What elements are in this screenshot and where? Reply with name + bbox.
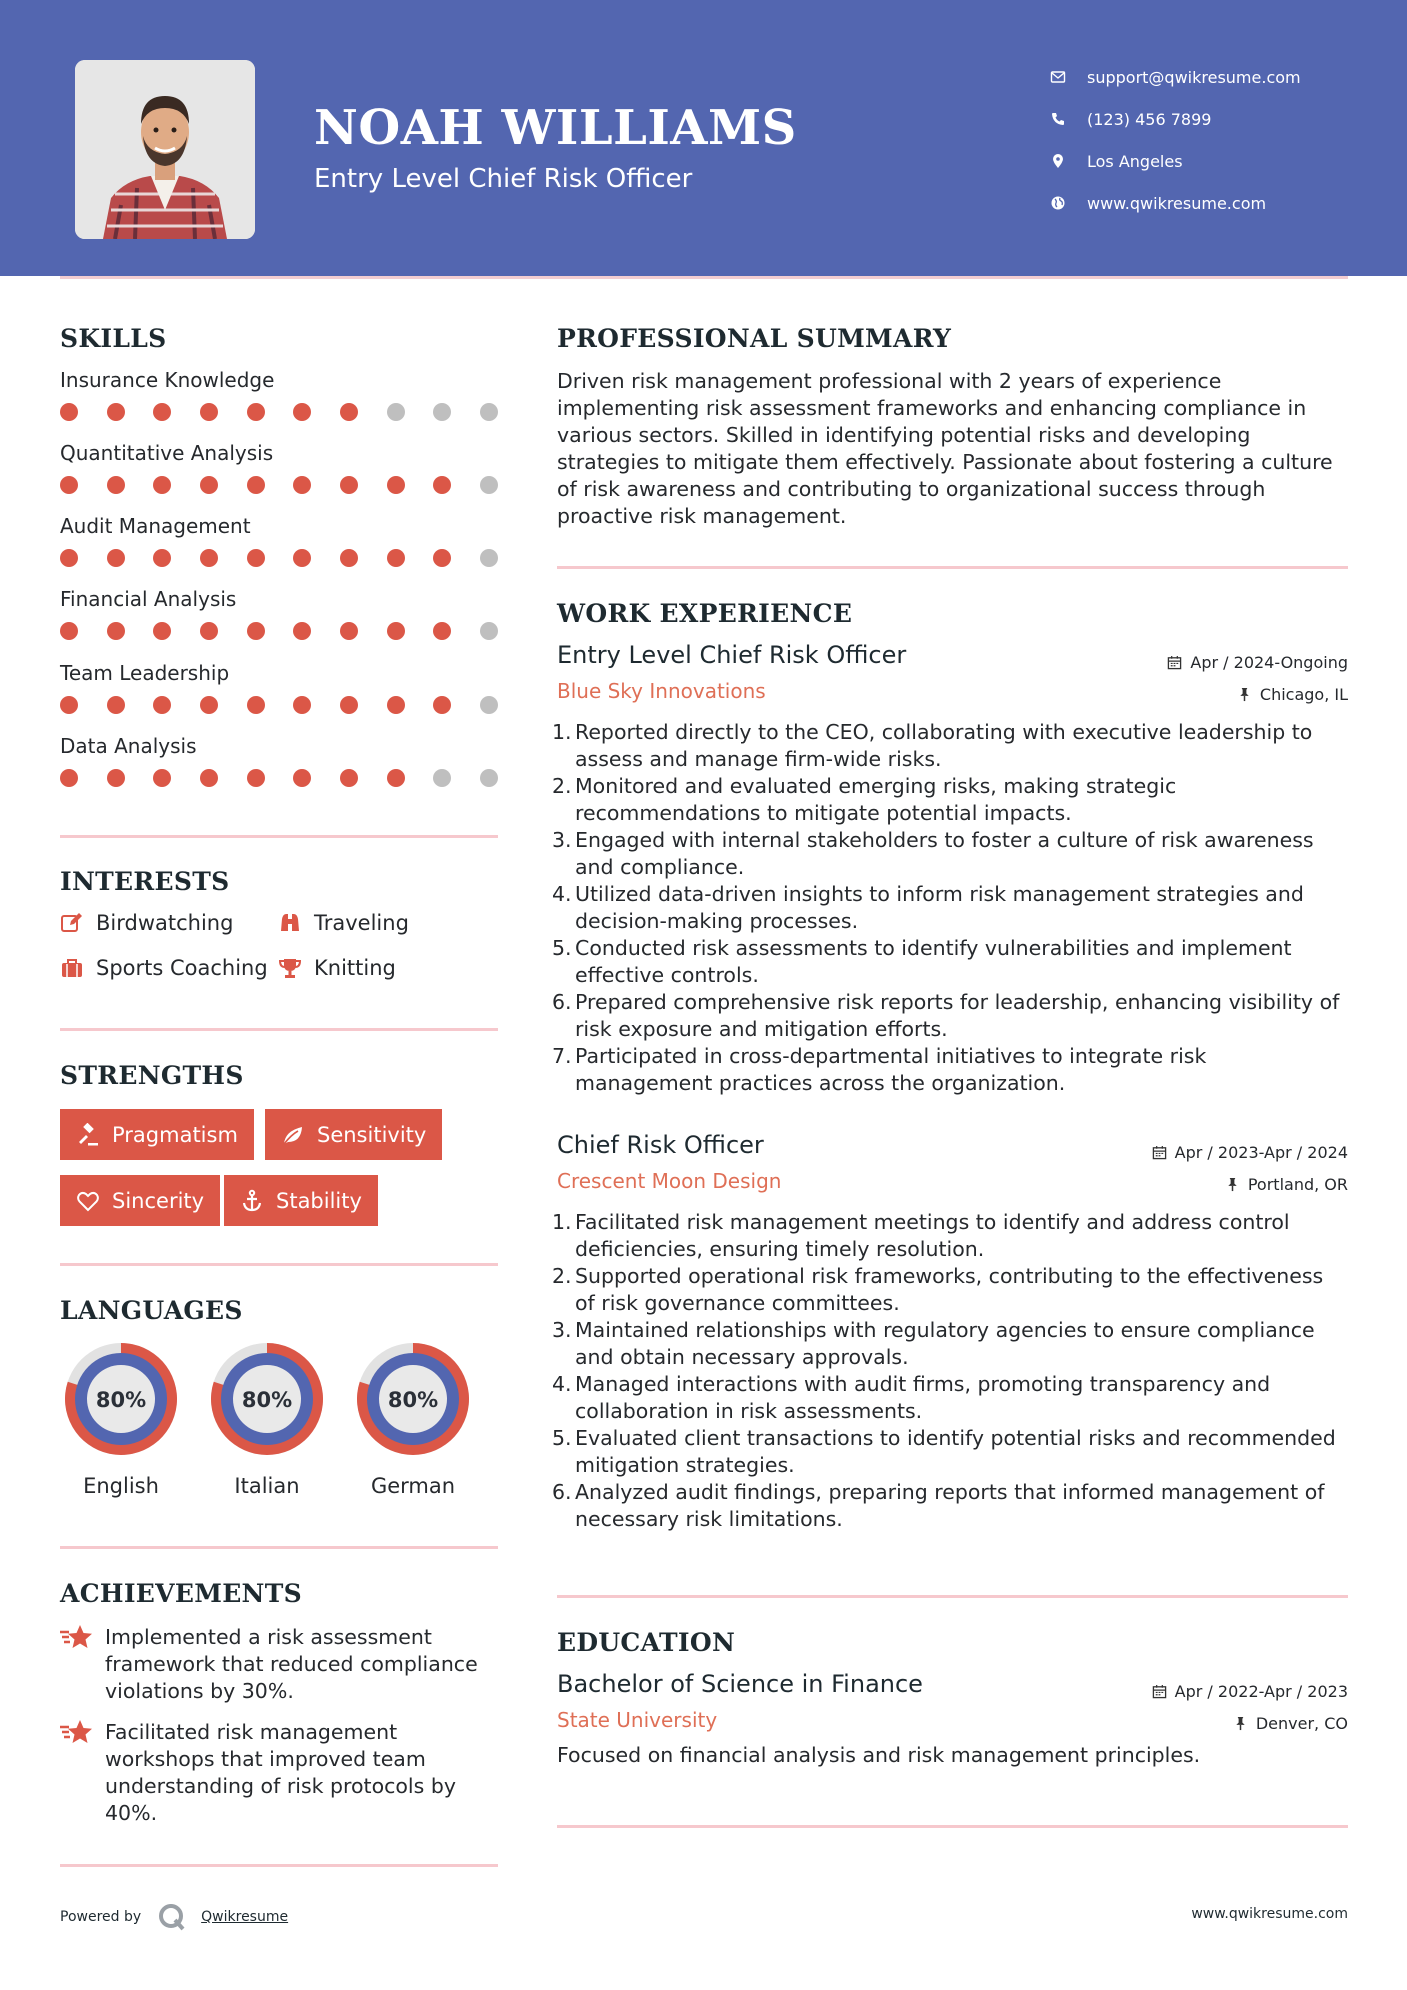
rating-dot-empty bbox=[480, 696, 498, 714]
job-point: 4. Utilized data-driven insights to inform risk management strategies and decision-making processes. bbox=[552, 882, 1304, 933]
rating-dot-filled bbox=[200, 696, 218, 714]
skill-item bbox=[60, 441, 498, 494]
skill-rating bbox=[60, 476, 498, 494]
leaf-icon bbox=[281, 1123, 305, 1147]
contact-location-text: Los Angeles bbox=[1087, 151, 1183, 171]
rating-dot-filled bbox=[200, 403, 218, 421]
company-name: Crescent Moon Design bbox=[557, 1169, 782, 1193]
job-title: Chief Risk Officer bbox=[557, 1131, 764, 1159]
rating-dot-filled bbox=[107, 549, 125, 567]
rating-dot-empty bbox=[480, 476, 498, 494]
job-title: Entry Level Chief Risk Officer bbox=[557, 641, 907, 669]
job-location-text: Portland, OR bbox=[1247, 1175, 1348, 1194]
envelope-icon bbox=[1050, 69, 1087, 85]
section-divider bbox=[60, 1546, 498, 1549]
binoculars-icon bbox=[278, 911, 302, 935]
job-point: 2. Monitored and evaluated emerging risks, making strategic recommendations to mitigate potential impacts. bbox=[552, 774, 1177, 825]
job-points bbox=[552, 719, 1348, 1097]
skill-rating bbox=[60, 696, 498, 714]
interest-item bbox=[278, 956, 396, 980]
section-divider bbox=[557, 1825, 1348, 1828]
job-point: 1. Reported directly to the CEO, collaborating with executive leadership to assess and manage firm-wide risks. bbox=[552, 720, 1313, 771]
skill-name: Financial Analysis bbox=[60, 587, 237, 611]
contact-location bbox=[1050, 140, 1395, 182]
rating-dot-filled bbox=[387, 696, 405, 714]
rating-dot-filled bbox=[153, 549, 171, 567]
language-name: Italian bbox=[234, 1474, 300, 1498]
rating-dot-empty bbox=[433, 403, 451, 421]
contact-website[interactable] bbox=[1050, 182, 1395, 224]
rating-dot-filled bbox=[387, 622, 405, 640]
pushpin-icon bbox=[1225, 1177, 1240, 1192]
rating-dot-filled bbox=[107, 476, 125, 494]
rating-dot-filled bbox=[200, 622, 218, 640]
rating-dot-filled bbox=[387, 476, 405, 494]
skill-item bbox=[60, 587, 498, 640]
rating-dot-filled bbox=[60, 769, 78, 787]
rating-dot-filled bbox=[60, 476, 78, 494]
interest-item bbox=[60, 911, 233, 935]
school-name: State University bbox=[557, 1708, 718, 1732]
rating-dot-filled bbox=[340, 622, 358, 640]
section-divider bbox=[60, 1864, 498, 1867]
job-point: 3. Engaged with internal stakeholders to foster a culture of risk awareness and compliance. bbox=[552, 828, 1314, 879]
job-point: 1. Facilitated risk management meetings to identify and address control deficiencies, ensuring timely resolution. bbox=[552, 1210, 1290, 1261]
language-item bbox=[60, 1338, 182, 1498]
language-name: English bbox=[83, 1474, 159, 1498]
language-item bbox=[206, 1338, 328, 1498]
job-point: 6. Analyzed audit findings, preparing reports that informed management of necessary risk limitations. bbox=[552, 1480, 1325, 1531]
rating-dot-filled bbox=[433, 622, 451, 640]
calendar-icon bbox=[1152, 1684, 1167, 1699]
job-date-text: Apr / 2024-Ongoing bbox=[1190, 653, 1348, 672]
rating-dot-filled bbox=[340, 696, 358, 714]
heart-icon bbox=[76, 1189, 100, 1213]
skill-name: Insurance Knowledge bbox=[60, 368, 275, 392]
rating-dot-filled bbox=[60, 549, 78, 567]
rating-dot-filled bbox=[340, 476, 358, 494]
strength-tag bbox=[265, 1109, 442, 1160]
profile-photo bbox=[75, 60, 255, 239]
rating-dot-filled bbox=[107, 769, 125, 787]
education-description: Focused on financial analysis and risk management principles. bbox=[557, 1743, 1201, 1767]
powered-by-label: Powered by bbox=[60, 1909, 142, 1925]
interest-label: Knitting bbox=[314, 956, 396, 980]
gavel-icon bbox=[76, 1123, 100, 1147]
job-location bbox=[1225, 1175, 1348, 1194]
language-percent: 80% bbox=[241, 1388, 293, 1412]
job-point: 3. Maintained relationships with regulatory agencies to ensure compliance and obtain necessary approvals. bbox=[552, 1318, 1315, 1369]
footer-website[interactable]: www.qwikresume.com bbox=[1191, 1906, 1348, 1922]
education-date bbox=[1152, 1682, 1348, 1701]
rating-dot-filled bbox=[247, 696, 265, 714]
rating-dot-filled bbox=[247, 476, 265, 494]
contact-list bbox=[1050, 56, 1395, 224]
skill-rating bbox=[60, 622, 498, 640]
job-entry bbox=[552, 641, 1348, 1097]
skill-item bbox=[60, 368, 498, 421]
interest-label: Traveling bbox=[314, 911, 409, 935]
language-percent: 80% bbox=[387, 1388, 439, 1412]
rating-dot-filled bbox=[387, 769, 405, 787]
qwikresume-link[interactable]: Qwikresume bbox=[201, 1909, 289, 1925]
job-point: 6. Prepared comprehensive risk reports for leadership, enhancing visibility of risk exposure and mitigation efforts. bbox=[552, 990, 1340, 1041]
languages-title: LANGUAGES bbox=[60, 1296, 243, 1325]
strength-label: Stability bbox=[276, 1188, 362, 1213]
interest-label: Sports Coaching bbox=[96, 956, 268, 980]
skill-name: Audit Management bbox=[60, 514, 251, 538]
strength-label: Sensitivity bbox=[317, 1122, 427, 1147]
anchor-icon bbox=[240, 1189, 264, 1213]
language-gauge bbox=[206, 1338, 328, 1460]
rating-dot-filled bbox=[387, 549, 405, 567]
job-point: 4. Managed interactions with audit firms, promoting transparency and collaboration in risk assessments. bbox=[552, 1372, 1271, 1423]
job-date-text: Apr / 2023-Apr / 2024 bbox=[1174, 1143, 1348, 1162]
achievement-text: Facilitated risk management workshops that improved team understanding of risk protocols by 40%. bbox=[105, 1720, 456, 1825]
job-point: 2. Supported operational risk frameworks, contributing to the effectiveness of risk governance committees. bbox=[552, 1264, 1324, 1315]
job-date bbox=[1167, 653, 1348, 672]
summary-title: PROFESSIONAL SUMMARY bbox=[557, 324, 952, 353]
strengths-title: STRENGTHS bbox=[60, 1061, 244, 1090]
job-date bbox=[1152, 1143, 1348, 1162]
job-point: 7. Participated in cross-departmental initiatives to integrate risk management practices across the organization. bbox=[552, 1044, 1207, 1095]
section-divider bbox=[557, 1595, 1348, 1598]
globe-icon bbox=[1050, 195, 1087, 211]
qwikresume-logo-icon bbox=[157, 1902, 187, 1932]
company-name: Blue Sky Innovations bbox=[557, 679, 766, 703]
strength-tag bbox=[224, 1175, 378, 1226]
achievements-title: ACHIEVEMENTS bbox=[60, 1579, 302, 1608]
section-divider bbox=[60, 1263, 498, 1266]
contact-email[interactable] bbox=[1050, 56, 1395, 98]
rating-dot-filled bbox=[153, 696, 171, 714]
summary-text: Driven risk management professional with 2 years of experience implementing risk assessment frameworks and enhancing compliance in various sectors. Skilled in identifying potential risks and developing strategies to mitigate them effectively. Passionate about fostering a culture of risk awareness and contributing to organizational success through proactive risk management. bbox=[557, 369, 1333, 528]
language-gauge bbox=[60, 1338, 182, 1460]
rating-dot-filled bbox=[60, 622, 78, 640]
rating-dot-filled bbox=[107, 696, 125, 714]
skill-item bbox=[60, 661, 498, 714]
strength-label: Pragmatism bbox=[112, 1122, 238, 1147]
interest-item bbox=[278, 911, 409, 935]
candidate-name: NOAH WILLIAMS bbox=[314, 100, 797, 156]
skill-name: Quantitative Analysis bbox=[60, 441, 274, 465]
rating-dot-empty bbox=[480, 769, 498, 787]
skill-name: Team Leadership bbox=[60, 661, 230, 685]
job-point: 5. Evaluated client transactions to identify potential risks and recommended mitigation strategies. bbox=[552, 1426, 1336, 1477]
skills-title: SKILLS bbox=[60, 324, 167, 353]
rating-dot-filled bbox=[293, 476, 311, 494]
strength-tag bbox=[60, 1109, 254, 1160]
rating-dot-filled bbox=[200, 549, 218, 567]
job-point: 5. Conducted risk assessments to identify vulnerabilities and implement effective controls. bbox=[552, 936, 1292, 987]
pushpin-icon bbox=[1233, 1716, 1248, 1731]
calendar-icon bbox=[1167, 655, 1182, 670]
section-divider bbox=[60, 1028, 498, 1031]
rating-dot-filled bbox=[293, 622, 311, 640]
rating-dot-filled bbox=[200, 769, 218, 787]
language-gauge bbox=[352, 1338, 474, 1460]
rating-dot-filled bbox=[247, 769, 265, 787]
job-points bbox=[552, 1209, 1348, 1533]
rating-dot-filled bbox=[433, 476, 451, 494]
experience-title: WORK EXPERIENCE bbox=[557, 599, 853, 628]
phone-icon bbox=[1050, 111, 1087, 127]
location-pin-icon bbox=[1050, 153, 1087, 169]
rating-dot-filled bbox=[247, 622, 265, 640]
language-percent: 80% bbox=[95, 1388, 147, 1412]
interest-item bbox=[60, 956, 268, 980]
contact-email-text: support@qwikresume.com bbox=[1087, 67, 1301, 87]
skill-rating bbox=[60, 403, 498, 421]
section-divider bbox=[557, 566, 1348, 569]
candidate-title: Entry Level Chief Risk Officer bbox=[314, 164, 693, 194]
rating-dot-filled bbox=[107, 403, 125, 421]
rating-dot-filled bbox=[433, 696, 451, 714]
achievement-text: Implemented a risk assessment framework that reduced compliance violations by 30%. bbox=[105, 1625, 478, 1703]
contact-phone[interactable] bbox=[1050, 98, 1395, 140]
rating-dot-filled bbox=[153, 476, 171, 494]
education-location-text: Denver, CO bbox=[1255, 1714, 1348, 1733]
rating-dot-filled bbox=[107, 622, 125, 640]
briefcase-icon bbox=[60, 956, 84, 980]
header-divider bbox=[60, 276, 1348, 279]
star-medal-icon bbox=[60, 1719, 94, 1747]
interests-title: INTERESTS bbox=[60, 867, 230, 896]
rating-dot-filled bbox=[60, 696, 78, 714]
rating-dot-filled bbox=[293, 696, 311, 714]
rating-dot-filled bbox=[433, 549, 451, 567]
rating-dot-filled bbox=[293, 549, 311, 567]
job-location bbox=[1237, 685, 1348, 704]
education-title: EDUCATION bbox=[557, 1628, 736, 1657]
skill-name: Data Analysis bbox=[60, 734, 197, 758]
rating-dot-filled bbox=[340, 549, 358, 567]
pushpin-icon bbox=[1237, 687, 1252, 702]
job-location-text: Chicago, IL bbox=[1259, 685, 1348, 704]
rating-dot-filled bbox=[60, 403, 78, 421]
rating-dot-empty bbox=[433, 769, 451, 787]
education-date-text: Apr / 2022-Apr / 2023 bbox=[1174, 1682, 1348, 1701]
contact-website-text: www.qwikresume.com bbox=[1087, 193, 1267, 213]
rating-dot-empty bbox=[480, 622, 498, 640]
resume-header bbox=[0, 0, 1407, 276]
trophy-icon bbox=[278, 956, 302, 980]
job-entry bbox=[552, 1131, 1348, 1533]
achievement-item bbox=[60, 1624, 498, 1705]
profile-photo-image bbox=[75, 60, 255, 239]
rating-dot-filled bbox=[340, 769, 358, 787]
degree-title: Bachelor of Science in Finance bbox=[557, 1670, 923, 1698]
education-entry bbox=[557, 1670, 1348, 1769]
education-location bbox=[1233, 1714, 1348, 1733]
rating-dot-filled bbox=[200, 476, 218, 494]
language-item bbox=[352, 1338, 474, 1498]
strength-tag bbox=[60, 1175, 220, 1226]
contact-phone-text: (123) 456 7899 bbox=[1087, 109, 1212, 129]
footer-powered-by bbox=[60, 1902, 288, 1932]
rating-dot-filled bbox=[153, 769, 171, 787]
rating-dot-filled bbox=[340, 403, 358, 421]
skill-item bbox=[60, 734, 498, 787]
rating-dot-filled bbox=[153, 403, 171, 421]
language-name: German bbox=[370, 1474, 456, 1498]
rating-dot-filled bbox=[247, 549, 265, 567]
rating-dot-filled bbox=[153, 622, 171, 640]
skill-rating bbox=[60, 769, 498, 787]
pencil-square-icon bbox=[60, 911, 84, 935]
star-medal-icon bbox=[60, 1624, 94, 1652]
rating-dot-filled bbox=[247, 403, 265, 421]
interest-label: Birdwatching bbox=[96, 911, 234, 935]
calendar-icon bbox=[1152, 1145, 1167, 1160]
section-divider bbox=[60, 835, 498, 838]
rating-dot-filled bbox=[293, 769, 311, 787]
achievement-item bbox=[60, 1719, 498, 1827]
rating-dot-empty bbox=[480, 403, 498, 421]
rating-dot-filled bbox=[293, 403, 311, 421]
rating-dot-empty bbox=[480, 549, 498, 567]
skill-item bbox=[60, 514, 498, 567]
skill-rating bbox=[60, 549, 498, 567]
rating-dot-empty bbox=[387, 403, 405, 421]
strength-label: Sincerity bbox=[112, 1188, 205, 1213]
